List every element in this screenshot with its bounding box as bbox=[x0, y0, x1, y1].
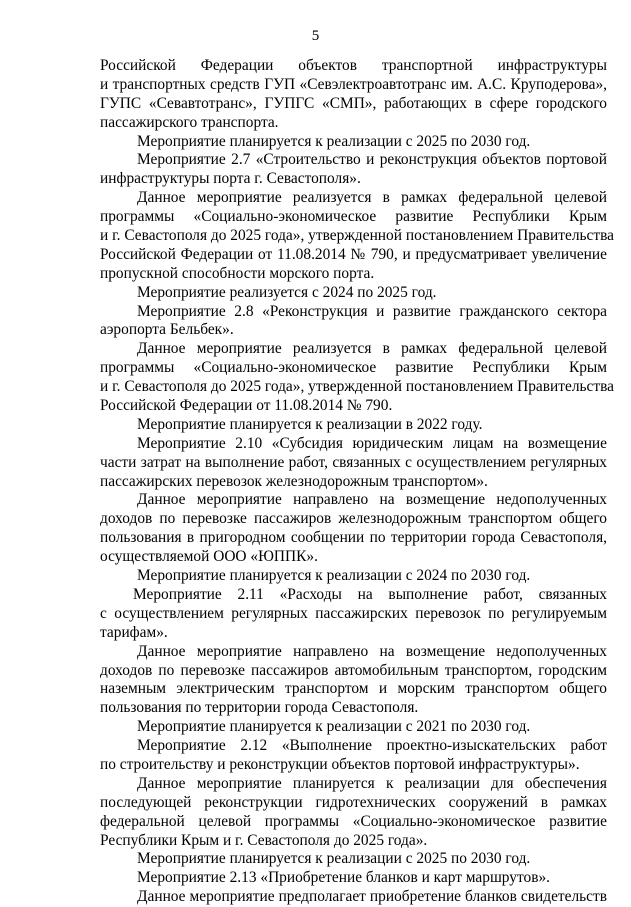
text-line: Данное мероприятие направлено на возмещение недополученных bbox=[137, 642, 607, 660]
text-line: Мероприятие 2.13 «Приобретение бланков и карт маршрутов». bbox=[137, 869, 551, 887]
text-line: и г. Севастополя до 2025 года», утвержденной постановлением Правительства bbox=[100, 378, 614, 396]
page-number: 5 bbox=[311, 28, 320, 44]
text-line: Данное мероприятие планируется к реализации для обеспечения bbox=[137, 774, 607, 792]
text-line: аэропорта Бельбек». bbox=[100, 321, 234, 339]
text-line: осуществляемой ООО «ЮППК». bbox=[100, 548, 318, 566]
text-line: пассажирских перевозок железнодорожным транспортом». bbox=[100, 472, 488, 490]
text-line: и г. Севастополя до 2025 года», утвержденной постановлением Правительства bbox=[100, 227, 614, 245]
text-line: наземным электрическим транспортом и морским транспортом общего bbox=[100, 680, 607, 698]
text-line: доходов по перевозке пассажиров железнодорожным транспортом общего bbox=[100, 510, 607, 528]
text-line: Российской Федерации от 11.08.2014 № 790. bbox=[100, 397, 393, 415]
text-line: Российской Федерации от 11.08.2014 № 790, и предусматривает увеличение bbox=[100, 245, 607, 263]
text-line: Данное мероприятие реализуется в рамках федеральной целевой bbox=[137, 340, 607, 358]
text-line: пользования в пригородном сообщении по территории города Севастополя, bbox=[100, 529, 607, 547]
text-line: части затрат на выполнение работ, связанных с осуществлением регулярных bbox=[100, 453, 607, 471]
text-line: Данное мероприятие предполагает приобретение бланков свидетельств bbox=[137, 888, 607, 906]
document-body bbox=[100, 57, 614, 907]
text-line: последующей реконструкции гидротехнических сооружений в рамках bbox=[100, 793, 607, 811]
text-line: Мероприятие реализуется с 2024 по 2025 год. bbox=[137, 283, 437, 301]
text-line: Мероприятие планируется к реализации с 2025 по 2030 год. bbox=[137, 132, 531, 150]
text-line: Мероприятие 2.10 «Субсидия юридическим лицам на возмещение bbox=[137, 434, 607, 452]
text-line: программы «Социально-экономическое развитие Республики Крым bbox=[100, 359, 607, 377]
text-line: федеральной целевой программы «Социально-экономическое развитие bbox=[100, 812, 607, 830]
text-line: программы «Социально-экономическое развитие Республики Крым bbox=[100, 208, 607, 226]
text-line: Российской Федерации объектов транспортной инфраструктуры bbox=[100, 57, 607, 74]
text-line: Мероприятие 2.11 «Расходы на выполнение работ, связанных bbox=[133, 585, 607, 603]
text-line: пассажирского транспорта. bbox=[100, 113, 279, 131]
text-line: Мероприятие 2.8 «Реконструкция и развитие гражданского сектора bbox=[137, 302, 607, 320]
text-line: Данное мероприятие реализуется в рамках федеральной целевой bbox=[137, 189, 607, 207]
text-line: Мероприятие планируется к реализации с 2025 по 2030 год. bbox=[137, 850, 531, 868]
text-line: пропускной способности морского порта. bbox=[100, 264, 375, 282]
text-line: Республики Крым и г. Севастополя до 2025 года». bbox=[100, 831, 428, 849]
text-line: по строительству и реконструкции объектов портовой инфраструктуры». bbox=[100, 755, 580, 773]
text-line: Мероприятие планируется к реализации с 2024 по 2030 год. bbox=[137, 567, 531, 585]
text-line: Мероприятие 2.7 «Строительство и реконструкция объектов портовой bbox=[137, 151, 607, 169]
text-line: ГУПС «Севавтотранс», ГУПГС «СМП», работающих в сфере городского bbox=[100, 94, 607, 112]
text-line: Данное мероприятие направлено на возмещение недополученных bbox=[137, 491, 607, 509]
text-line: с осуществлением регулярных пассажирских перевозок по регулируемым bbox=[100, 604, 607, 622]
text-line: инфраструктуры порта г. Севастополя». bbox=[100, 170, 361, 188]
text-line: пользования по территории города Севастополя. bbox=[100, 699, 419, 717]
text-line: Мероприятие планируется к реализации с 2021 по 2030 год. bbox=[137, 718, 531, 736]
text-line: Мероприятие 2.12 «Выполнение проектно-изыскательских работ bbox=[137, 737, 607, 755]
text-line: тарифам». bbox=[100, 623, 168, 641]
text-line: и транспортных средств ГУП «Севэлектроавтотранс им. А.С. Круподерова», bbox=[100, 75, 607, 93]
text-line: Мероприятие планируется к реализации в 2022 году. bbox=[137, 415, 483, 433]
text-line: доходов по перевозке пассажиров автомобильным транспортом, городским bbox=[100, 661, 607, 679]
